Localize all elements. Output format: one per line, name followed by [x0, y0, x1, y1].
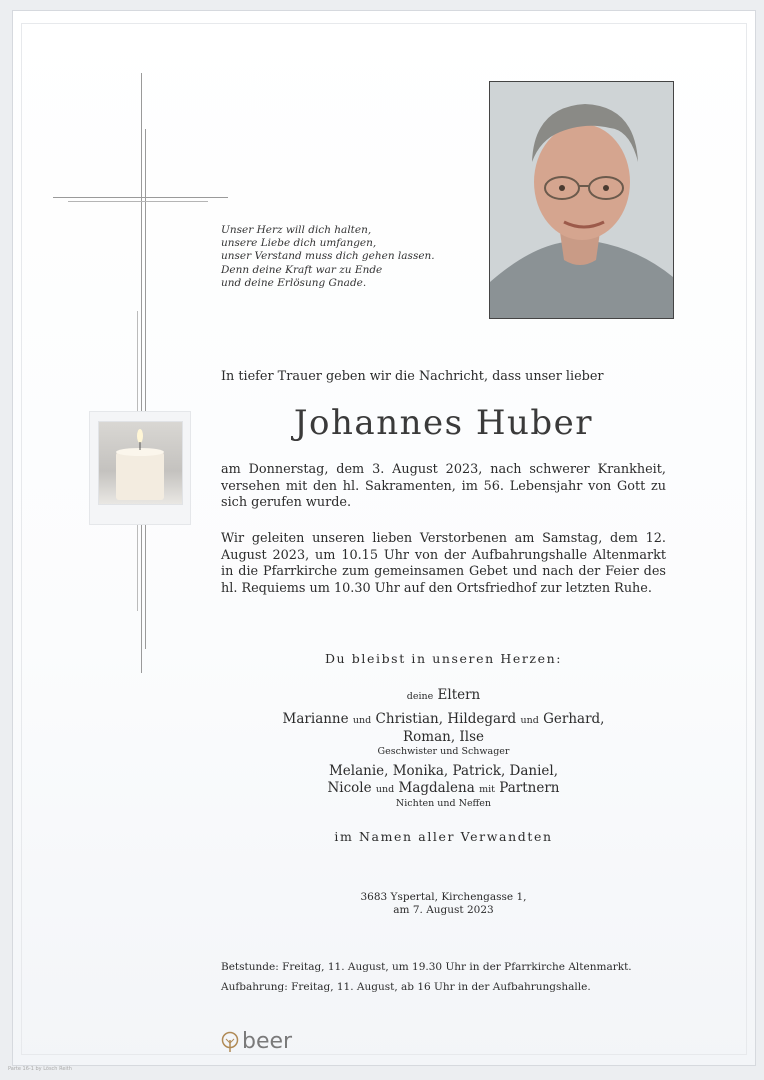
obituary-card	[12, 10, 756, 1066]
poem-line: Unser Herz will dich halten,	[221, 224, 372, 236]
connector: mit	[479, 784, 495, 795]
logo-text: beer	[242, 1029, 293, 1054]
remembrance-line: Du bleibst in unseren Herzen:	[324, 651, 563, 666]
beer-logo	[220, 1029, 292, 1054]
mourners	[221, 687, 666, 809]
parents-prefix: deine	[406, 691, 434, 702]
intro-text: In tiefer Trauer geben wir die Nachricht, dass unser lieber	[221, 369, 604, 384]
nieces-line-2	[221, 780, 666, 798]
parents-label: Eltern	[437, 687, 481, 703]
poem-line: und deine Erlösung Gnade.	[221, 276, 367, 289]
viewing-notice: Aufbahrung: Freitag, 11. August, ab 16 Uhr in der Aufbahrungshalle.	[221, 981, 591, 993]
siblings-line-2: Roman, Ilse	[403, 729, 484, 745]
sibling-name: Marianne	[282, 711, 349, 727]
portrait-illustration	[490, 82, 673, 318]
partners-label: Partnern	[499, 780, 560, 796]
address-line: 3683 Yspertal, Kirchengasse 1,	[360, 891, 527, 903]
connector: und	[520, 715, 539, 726]
credit-text: Parte 16-1 by Lösch Reith	[8, 1066, 72, 1072]
address	[221, 891, 666, 917]
poem-line: unser Verstand muss dich gehen lassen.	[221, 250, 435, 263]
connector: und	[375, 784, 395, 795]
nieces-line-1: Melanie, Monika, Patrick, Daniel,	[328, 763, 559, 779]
siblings-line-1	[221, 711, 666, 729]
poem	[221, 224, 481, 290]
nieces-label: Nichten und Neffen	[395, 798, 492, 809]
connector: und	[352, 715, 372, 726]
candle-icon	[99, 422, 182, 504]
poem-line: unsere Liebe dich umfangen,	[221, 237, 377, 250]
sibling-name: Gerhard,	[543, 711, 605, 727]
parents-line	[221, 687, 666, 705]
deceased-name: Johannes Huber	[293, 403, 594, 443]
portrait-photo	[489, 81, 674, 319]
tree-icon	[220, 1031, 240, 1053]
funeral-notice: Wir geleiten unseren lieben Verstorbenen am Samstag, dem 12. August 2023, um 10.15 Uhr von der Aufbahrungshalle Altenmarkt in die Pfarrkirche zum gemeinsamen Gebet und nach der Feier des hl. Requiems um 10.30 Uhr auf den Ortsfriedhof zur letzten Ruhe.	[221, 531, 666, 596]
niece-name: Nicole	[327, 780, 372, 796]
sibling-name: Christian, Hildegard	[375, 711, 517, 727]
candle-image	[98, 421, 183, 505]
poem-line: Denn deine Kraft war zu Ende	[221, 263, 383, 276]
niece-name: Magdalena	[398, 780, 475, 796]
address-date: am 7. August 2023	[393, 904, 494, 916]
prayer-notice: Betstunde: Freitag, 11. August, um 19.30 Uhr in der Pfarrkirche Altenmarkt.	[221, 961, 632, 973]
death-notice: am Donnerstag, dem 3. August 2023, nach schwerer Krankheit, versehen mit den hl. Sakramenten, im 56. Lebensjahr von Gott zu sich gerufen wurde.	[221, 462, 666, 510]
siblings-label: Geschwister und Schwager	[377, 746, 510, 757]
all-relatives-line: im Namen aller Verwandten	[334, 829, 553, 844]
